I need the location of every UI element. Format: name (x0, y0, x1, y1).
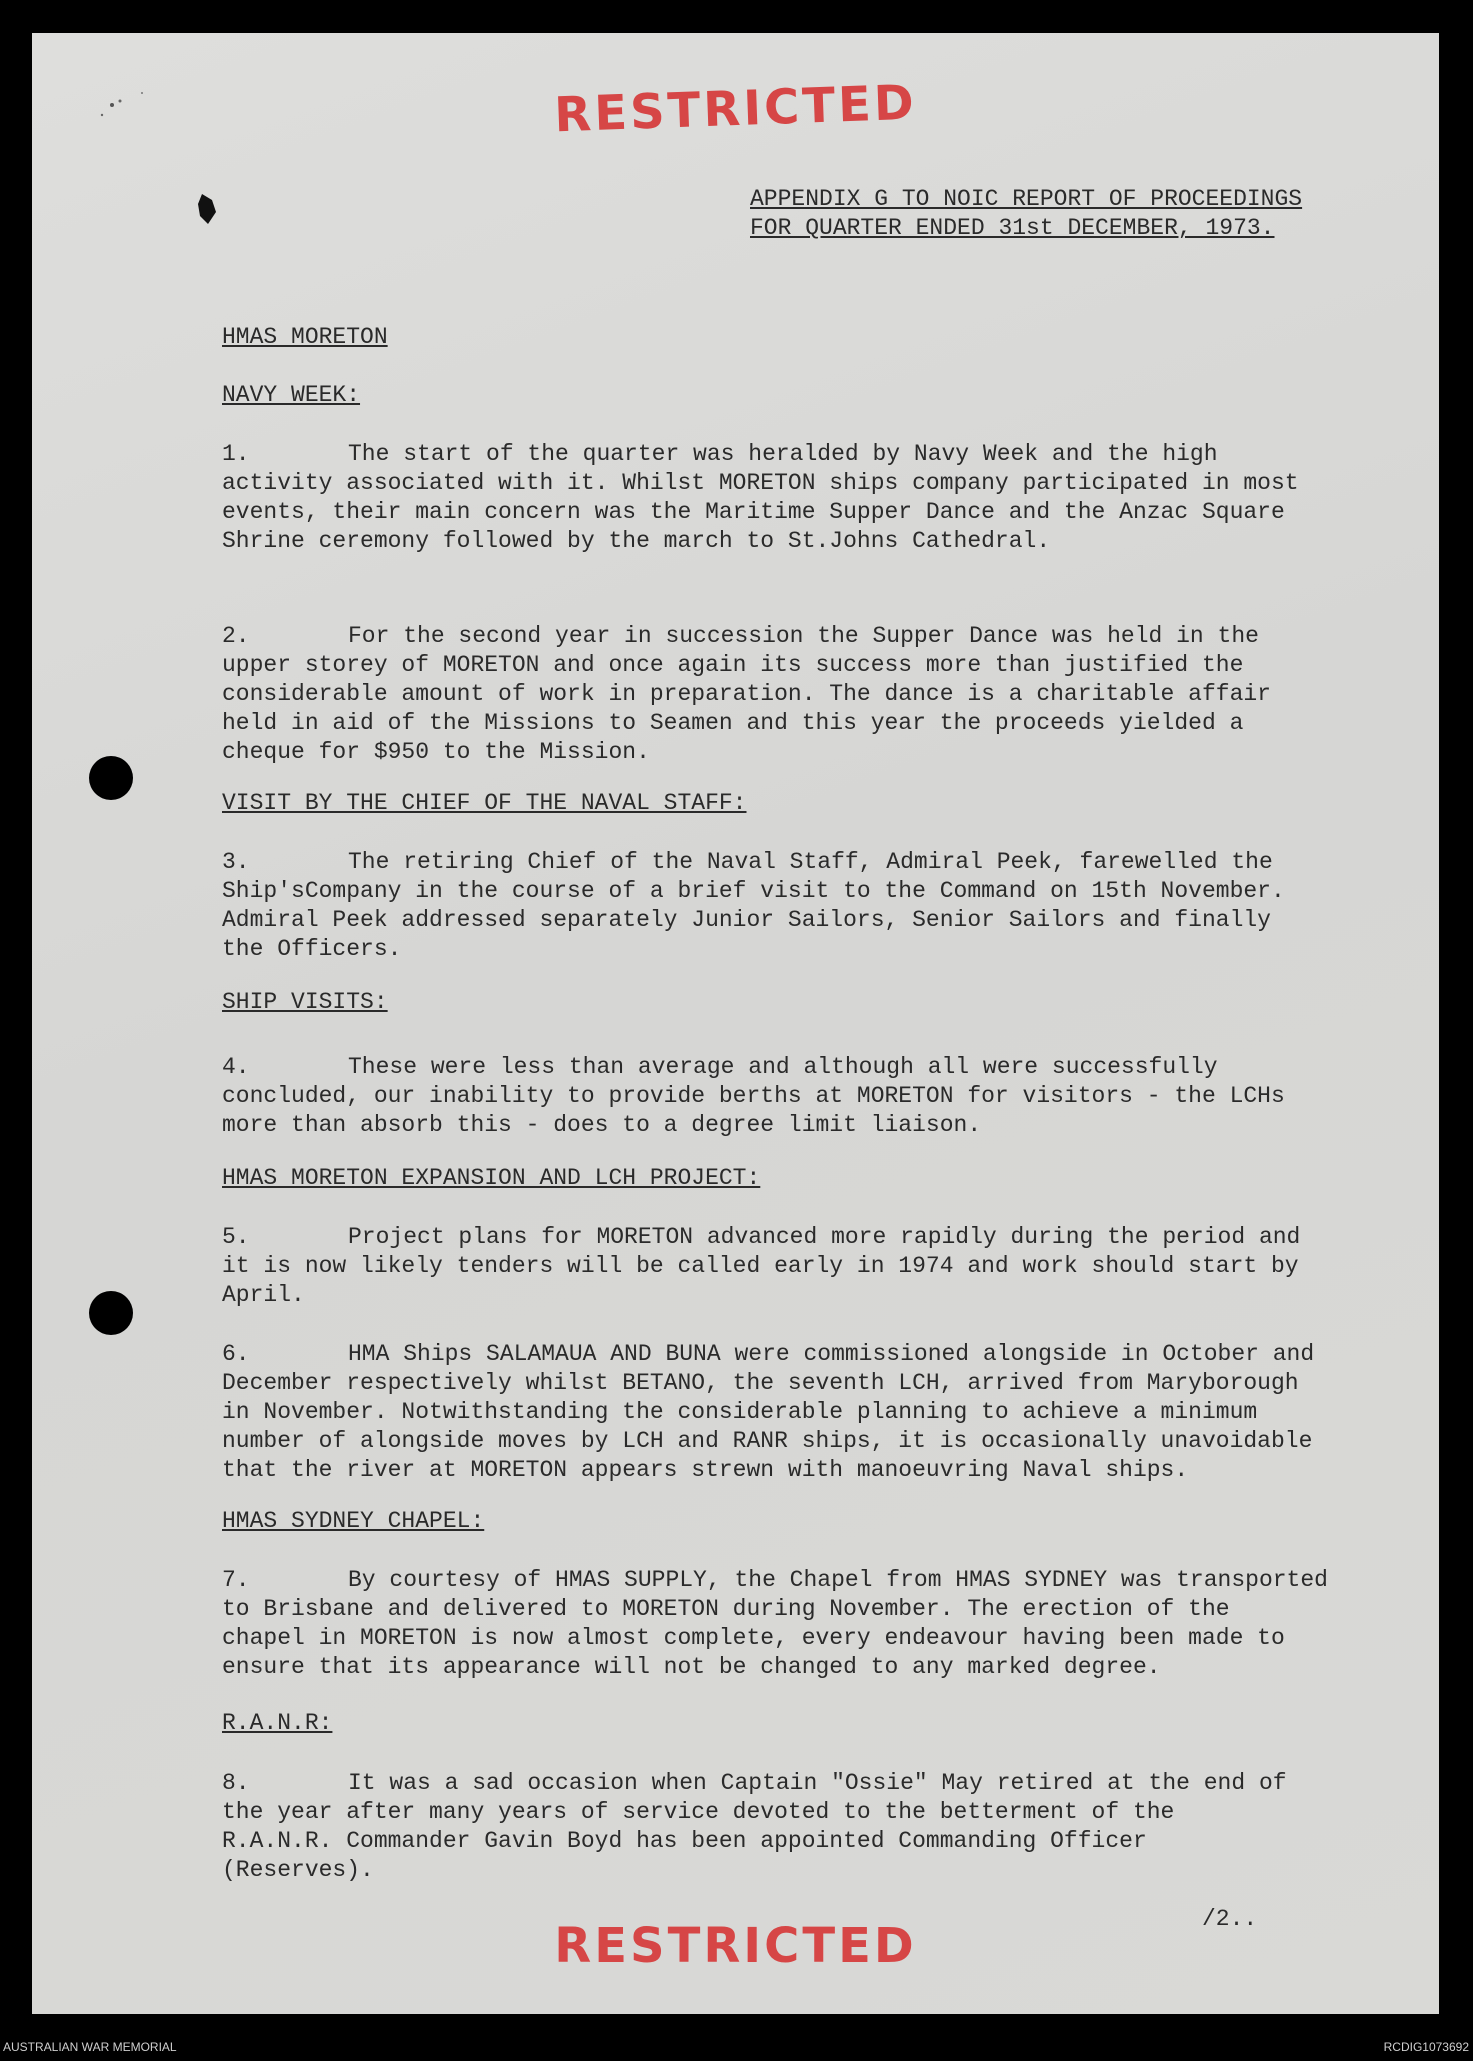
paragraph-line: ensure that its appearance will not be changed to any marked degree. (222, 1654, 1161, 1680)
paragraph-text: For the second year in succession the Supper Dance was held in the (348, 623, 1259, 649)
punch-hole-top (89, 756, 133, 800)
paragraph-line: Ship'sCompany in the course of a brief visit to the Command on 15th November. (222, 878, 1285, 904)
paragraph-line: considerable amount of work in preparation. The dance is a charitable affair (222, 681, 1271, 707)
paragraph-line (222, 1340, 1372, 1369)
paragraph-line: in November. Notwithstanding the considerable planning to achieve a minimum (222, 1399, 1258, 1425)
paragraph-line (222, 1053, 1372, 1082)
paragraph-line: the Officers. (222, 936, 402, 962)
paragraph-line: it is now likely tenders will be called early in 1974 and work should start by (222, 1253, 1299, 1279)
paragraph-number: 5. (222, 1224, 250, 1250)
paragraph-line: concluded, our inability to provide berths at MORETON for visitors - the LCHs (222, 1083, 1285, 1109)
paragraph-5 (222, 1223, 1372, 1310)
paragraph-line (222, 622, 1372, 651)
paragraph-1 (222, 440, 1372, 556)
paragraph-number: 7. (222, 1567, 250, 1593)
paragraph-line (222, 440, 1372, 469)
paragraph-line: that the river at MORETON appears strewn with manoeuvring Naval ships. (222, 1457, 1189, 1483)
paragraph-line (222, 1223, 1372, 1252)
punch-hole-bottom (89, 1291, 133, 1335)
paragraph-text: By courtesy of HMAS SUPPLY, the Chapel from HMAS SYDNEY was transported (348, 1567, 1328, 1593)
paragraph-line: Admiral Peek addressed separately Junior Sailors, Senior Sailors and finally (222, 907, 1271, 933)
paragraph-line: activity associated with it. Whilst MORETON ships company participated in most (222, 470, 1299, 496)
section-heading-cns-visit: VISIT BY THE CHIEF OF THE NAVAL STAFF: (222, 790, 747, 816)
paragraph-line: to Brisbane and delivered to MORETON during November. The erection of the (222, 1596, 1230, 1622)
paragraph-2 (222, 622, 1372, 767)
ink-smudge (194, 190, 224, 230)
ship-title: HMAS MORETON (222, 324, 388, 350)
paragraph-line: (Reserves). (222, 1857, 374, 1883)
paragraph-3 (222, 848, 1372, 964)
paragraph-line: the year after many years of service devoted to the betterment of the (222, 1799, 1175, 1825)
paragraph-line: events, their main concern was the Maritime Supper Dance and the Anzac Square (222, 499, 1285, 525)
paragraph-text: It was a sad occasion when Captain "Ossie" May retired at the end of (348, 1770, 1287, 1796)
section-heading-ship-visits: SHIP VISITS: (222, 989, 388, 1015)
paragraph-number: 1. (222, 441, 250, 467)
restricted-stamp-bottom: RESTRICTED (554, 1918, 917, 1974)
paragraph-line: more than absorb this - does to a degree limit liaison. (222, 1112, 982, 1138)
paragraph-line: upper storey of MORETON and once again its success more than justified the (222, 652, 1244, 678)
paragraph-number: 6. (222, 1341, 250, 1367)
paragraph-text: HMA Ships SALAMAUA AND BUNA were commissioned alongside in October and (348, 1341, 1315, 1367)
section-heading-chapel: HMAS SYDNEY CHAPEL: (222, 1508, 485, 1534)
page-continuation-marker: /2.. (1202, 1906, 1258, 1932)
appendix-line-1: APPENDIX G TO NOIC REPORT OF PROCEEDINGS (750, 186, 1303, 212)
paragraph-number: 8. (222, 1770, 250, 1796)
paragraph-7 (222, 1566, 1372, 1682)
appendix-title (750, 185, 1302, 243)
footer-record-id: RCDIG1073692 (1383, 2040, 1469, 2054)
paragraph-line: number of alongside moves by LCH and RANR ships, it is occasionally unavoidable (222, 1428, 1313, 1454)
paragraph-line (222, 1566, 1372, 1595)
paragraph-line: April. (222, 1282, 305, 1308)
paragraph-line (222, 848, 1372, 877)
paragraph-8 (222, 1769, 1372, 1885)
section-heading-ranr: R.A.N.R: (222, 1710, 333, 1736)
paragraph-4 (222, 1053, 1372, 1140)
paragraph-text: These were less than average and although all were successfully (348, 1054, 1218, 1080)
footer-source-label: AUSTRALIAN WAR MEMORIAL (3, 2040, 177, 2054)
paragraph-number: 4. (222, 1054, 250, 1080)
paragraph-text: Project plans for MORETON advanced more rapidly during the period and (348, 1224, 1301, 1250)
appendix-line-2: FOR QUARTER ENDED 31st DECEMBER, 1973. (750, 215, 1275, 241)
paragraph-number: 3. (222, 849, 250, 875)
document-page (32, 33, 1439, 2014)
section-heading-navy-week: NAVY WEEK: (222, 382, 361, 408)
restricted-stamp-top: RESTRICTED (553, 74, 918, 144)
paragraph-line (222, 1769, 1372, 1798)
section-heading-expansion: HMAS MORETON EXPANSION AND LCH PROJECT: (222, 1165, 761, 1191)
paragraph-line: cheque for $950 to the Mission. (222, 739, 650, 765)
paragraph-line: chapel in MORETON is now almost complete, every endeavour having been made to (222, 1625, 1285, 1651)
paragraph-number: 2. (222, 623, 250, 649)
paragraph-6 (222, 1340, 1372, 1485)
paragraph-line: R.A.N.R. Commander Gavin Boyd has been appointed Commanding Officer (222, 1828, 1147, 1854)
paragraph-text: The retiring Chief of the Naval Staff, Admiral Peek, farewelled the (348, 849, 1273, 875)
paragraph-line: Shrine ceremony followed by the march to St.Johns Cathedral. (222, 528, 1051, 554)
paragraph-line: December respectively whilst BETANO, the seventh LCH, arrived from Maryborough (222, 1370, 1299, 1396)
paragraph-line: held in aid of the Missions to Seamen and this year the proceeds yielded a (222, 710, 1244, 736)
paragraph-text: The start of the quarter was heralded by Navy Week and the high (348, 441, 1218, 467)
